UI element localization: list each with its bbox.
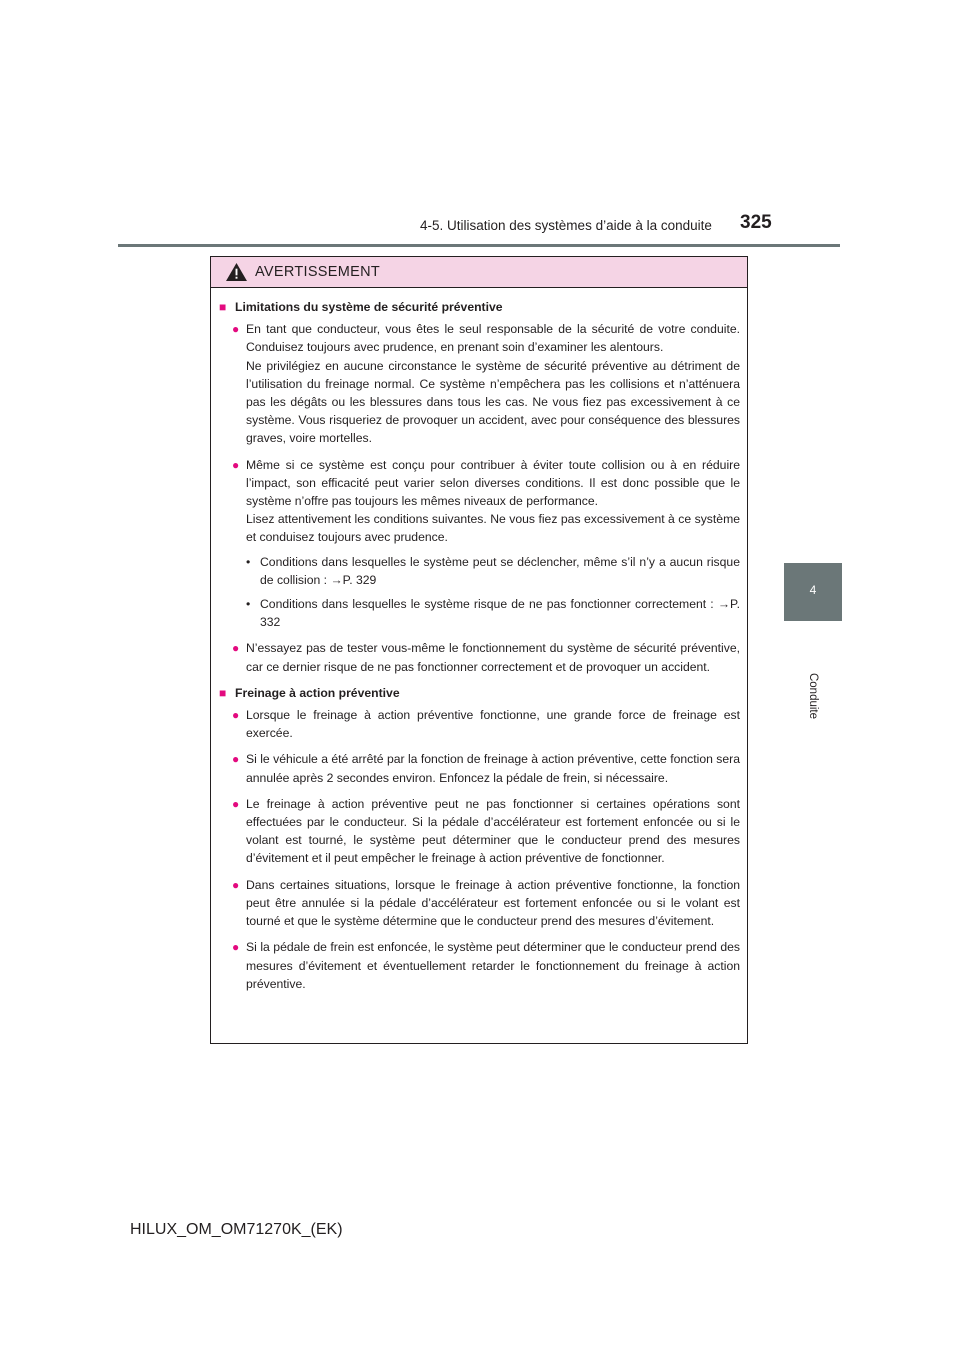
page-number: 325: [740, 212, 772, 233]
section-title-text: Freinage à action préventive: [235, 685, 400, 700]
bullet-item: [232, 706, 740, 742]
bullet-item: [232, 876, 740, 931]
bullet-paragraph: Ne privilégiez en aucune circonstance le système de sécurité préventive au détriment de l’utilisation du freinage normal. Ce système n’empêchera pas les collisions et n’atténuera pas les dégâts ou les blessures dans tous les cas. Ne vous fiez pas excessivement à ce système. Vous risqueriez de provoquer un accident, avec pour conséquence des blessures graves, voire mortelles.: [246, 358, 740, 446]
bullet-body: [246, 876, 740, 931]
bullet-paragraph: Dans certaines situations, lorsque le freinage à action préventive fonctionne, la fonction peut être annulée si la pédale d’accélérateur est fortement enfoncée ou si le volant est tourné et que le système détermine que le conducteur prend des mesures d’évitement.: [246, 877, 740, 929]
bullet-item: [232, 750, 740, 786]
circle-bullet-icon: ●: [232, 457, 240, 472]
small-bullet-icon: •: [246, 554, 251, 569]
chapter-tab-number: 4: [809, 583, 817, 597]
sub-item: [246, 595, 740, 631]
bullet-paragraph: Même si ce système est conçu pour contribuer à éviter toute collision ou à en réduire l’impact, son efficacité peut varier selon diverses conditions. Il est donc possible que le système n’offre pas toujours les mêmes niveaux de performance.: [246, 457, 740, 509]
circle-bullet-icon: ●: [232, 708, 240, 723]
bullet-paragraph: Lorsque le freinage à action préventive fonctionne, une grande force de freinage est exercée.: [246, 708, 740, 741]
circle-bullet-icon: ●: [232, 877, 240, 892]
bullet-item: [232, 795, 740, 868]
bullet-body: [246, 639, 740, 675]
section-title: [219, 298, 740, 316]
small-bullet-icon: •: [246, 597, 251, 612]
warning-header: [211, 257, 747, 288]
bullet-paragraph: Si la pédale de frein est enfoncée, le système peut déterminer que le conducteur prend des mesures d’évitement et éventuellement retarder le fonctionnement du freinage à action préventive.: [246, 940, 740, 991]
warning-title: AVERTISSEMENT: [255, 264, 381, 280]
sub-item: [246, 553, 740, 589]
circle-bullet-icon: ●: [232, 322, 240, 337]
bullet-body: [246, 795, 740, 868]
section-title: [219, 684, 740, 702]
bullet-item: [232, 456, 740, 632]
running-header-section: 4-5. Utilisation des systèmes d’aide à la conduite: [420, 218, 712, 233]
header-divider: [118, 244, 840, 247]
circle-bullet-icon: ●: [232, 940, 240, 955]
bullet-paragraph: En tant que conducteur, vous êtes le seul responsable de la sécurité de votre conduite. Conduisez toujours avec prudence, en prenant soin d’examiner les alentours.: [246, 322, 740, 355]
circle-bullet-icon: ●: [232, 752, 240, 767]
bullet-paragraph: Lisez attentivement les conditions suivantes. Ne vous fiez pas excessivement à ce système et conduisez toujours avec prudence.: [246, 512, 740, 545]
section-title-text: Limitations du système de sécurité préventive: [235, 300, 503, 314]
bullet-body: [246, 320, 740, 447]
circle-bullet-icon: ●: [232, 641, 240, 656]
warning-triangle-icon: [225, 262, 248, 282]
warning-box: [210, 256, 748, 1044]
bullet-item: [232, 320, 740, 447]
bullet-paragraph: N’essayez pas de tester vous-même le fonctionnement du système de sécurité préventive, car ce dernier risque de ne pas fonctionner correctement et de provoquer un accident.: [246, 641, 740, 674]
bullet-body: [246, 456, 740, 632]
sub-item-text: Conditions dans lesquelles le système risque de ne pas fonctionner correctement : →P. 332: [260, 597, 740, 630]
square-bullet-icon: ■: [219, 685, 227, 700]
chapter-tab: [784, 563, 842, 621]
bullet-item: [232, 938, 740, 993]
chapter-tab-label: Conduite: [807, 672, 819, 720]
bullet-body: [246, 938, 740, 993]
bullet-paragraph: Si le véhicule a été arrêté par la fonction de freinage à action préventive, cette fonction sera annulée après 2 secondes environ. Enfoncez la pédale de frein, si nécessaire.: [246, 752, 740, 785]
bullet-item: [232, 639, 740, 675]
circle-bullet-icon: ●: [232, 796, 240, 811]
document-code: HILUX_OM_OM71270K_(EK): [130, 1221, 343, 1238]
bullet-body: [246, 750, 740, 786]
warning-content: [211, 288, 747, 993]
bullet-paragraph: Le freinage à action préventive peut ne pas fonctionner si certaines opérations sont effectuées par le conducteur. Si la pédale d’accélérateur est fortement enfoncée ou si le volant est tourné, le système peut déterminer que le conducteur prend des mesures d’évitement et il peut empêcher le freinage à action préventive de fonctionner.: [246, 796, 740, 866]
bullet-body: [246, 706, 740, 742]
sub-item-text: Conditions dans lesquelles le système peut se déclencher, même s’il n’y a aucun risque de collision : →P. 329: [260, 554, 740, 587]
square-bullet-icon: ■: [219, 300, 227, 314]
